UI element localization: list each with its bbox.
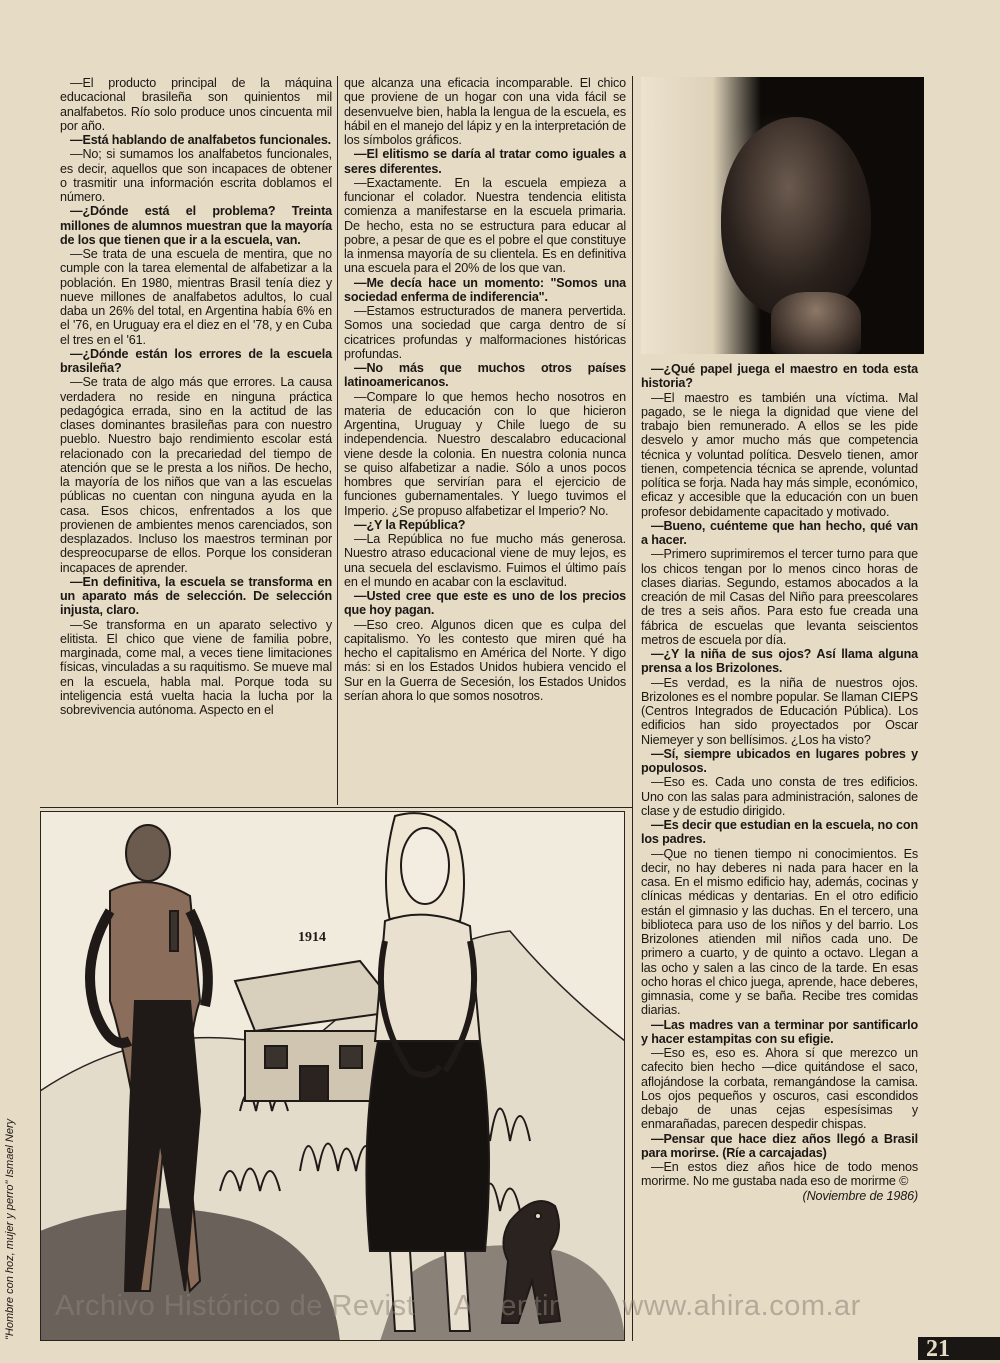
interview-answer: —Se transforma en un aparato selectivo y elitista. El chico que viene de familia pobre, marginada, come mal, a veces tiene limitaciones físicas, vinculadas a su raquitismo. Se mueve mal en la escuela, habla mal. Porque toda su inteligencia está vuelta hacia la lucha por la sobrevivencia autónoma. Aspecto en el — [60, 617, 332, 717]
article-date: (Noviembre de 1986) — [802, 1188, 918, 1203]
interview-question: —Es decir que estudian en la escuela, no con los padres. — [641, 818, 918, 847]
column-divider — [632, 76, 633, 1341]
interview-answer: —La República no fue mucho más generosa. Nuestro atraso educacional viene de muy lejos, es una secuela del esclavismo. Fuimos el último país en el mundo en acabar con la esclavitud. — [344, 532, 626, 589]
interview-question: —Me decía hace un momento: "Somos una sociedad enferma de indiferencia". — [344, 275, 626, 304]
interview-question: —Las madres van a terminar por santificarlo y hacer estampitas con su efigie. — [641, 1017, 918, 1046]
interview-question: —Sí, siempre ubicados en lugares pobres y populosos. — [641, 746, 918, 775]
interview-question: —¿Dónde está el problema? Treinta millones de alumnos muestran que la mayoría de los que tienen que ir a la escuela, van. — [60, 204, 332, 247]
column-divider — [337, 76, 338, 805]
interview-answer: —En estos diez años hice de todo menos morirme. No me gustaba nada eso de morirme © — [641, 1160, 918, 1189]
house-year-label: 1914 — [298, 930, 326, 945]
interview-answer: —Exactamente. En la escuela empieza a funcionar el colador. Nuestra tendencia elitista comienza a manifestarse en la escuela primaria. De hecho, esta no se estructura para educar al pobre, a pesar de que es el pobre el que constituye la inmensa mayoría de su clientela. Es en definitiva una escuela para el 20% de los que van. — [344, 175, 626, 276]
interview-question: —¿Y la República? — [354, 517, 466, 532]
interview-answer: —Estamos estructurados de manera pervertida. Somos una sociedad que carga dentro de sí cicatrices profundas y malformaciones históricas profundas. — [344, 304, 626, 361]
portrait-photo — [641, 77, 924, 354]
text-column-1 — [60, 76, 332, 717]
painting-illustration — [40, 811, 625, 1341]
interview-answer: —Se trata de algo más que errores. La causa verdadera no reside en ninguna práctica pedagógica errada, sino en la actitud de las clases dominantes brasileñas para con nuestro pueblo. Nuestro bajo rendimiento escolar está relacionado con la precariedad del tiempo de atención que se le presta a los niños. De hecho, la mayoría de los niños que van a las escuelas públicas no cuentan con ninguna ayuda en la casa. Esos chicos, enfrentados a los que provienen de ambientes menos carenciados, son desplazados. Incluso los maestros terminan por despreocuparse de ellos. Porque los consideran incapaces de aprender. — [60, 375, 332, 575]
interview-answer: —Compare lo que hemos hecho nosotros en materia de educación con lo que hicieron Argentina, Uruguay y Chile luego de su independencia. Nuestro descalabro educacional viene desde la colonia. En nuestra colonia nunca se quiso alfabetizar a nadie. Sólo a unos pocos hombres que servirían para el ejercicio de funciones gubernamentales. Y luego tuvimos el Imperio. ¿Se propuso alfabetizar el Imperio? No. — [344, 389, 626, 518]
text-column-2 — [344, 76, 626, 703]
interview-answer: —El producto principal de la máquina educacional brasileña son quinientos mil analfabetos. Río solo produce unos cincuenta mil por año. — [60, 76, 332, 133]
interview-question: —¿Qué papel juega el maestro en toda esta historia? — [641, 362, 918, 391]
interview-question: —¿Y la niña de sus ojos? Así llama alguna prensa a los Brizolones. — [641, 647, 918, 676]
illustration-top-rule — [40, 807, 632, 808]
interview-question: —¿Dónde están los errores de la escuela brasileña? — [60, 346, 332, 375]
archive-watermark: Archivo Histórico de Revistas Argentinas | www.ahira.com.ar — [55, 1290, 861, 1322]
interview-answer: —El maestro es también una víctima. Mal pagado, se le niega la dignidad que viene del trabajo bien remunerado. A ellos se les pide desvelo y amor mucho más que competencia técnica y voluntad política. Desvelo tienen, amor tienen, competencia técnica se aprende, voluntad política se forja. Nada hay más simple, económico, eficaz y accesible que la educación con un buen profesor debidamente capacitado y motivado. — [641, 390, 918, 519]
interview-answer: —Que no tienen tiempo ni conocimientos. Es decir, no hay deberes ni nada para hacer en la casa. En el mismo edificio hay, además, cocinas y clínicas médicas y dentarias. En el otro edificio están el gimnasio y las duchas. En el tercero, una biblioteca para uso de los niños y del barrio. Los Brizolones atienden mil niños cada uno. De primero a cuarto, y de quinto a octavo. Llegan a las ocho y salen a las cinco de la tarde. En esas ocho horas el chico juega, aprende, hace deberes, gimnasia, come y se baña. Recibe tres comidas diarias. — [641, 846, 918, 1018]
illustration-credit: "Hombre con hoz, mujer y perro" Ismael Nery — [4, 1118, 16, 1340]
interview-answer: que alcanza una eficacia incomparable. El chico que proviene de un hogar con una vida fácil se desenvuelve bien, habla la lengua de la escuela, es hábil en el manejo del lápiz y en la interpretación de los símbolos gráficos. — [344, 76, 626, 147]
interview-question: —Bueno, cuénteme que han hecho, qué van a hacer. — [641, 518, 918, 547]
interview-question: —El elitismo se daría al tratar como iguales a seres diferentes. — [344, 147, 626, 176]
interview-question: —Está hablando de analfabetos funcionales. — [70, 133, 332, 147]
interview-question: —Pensar que hace diez años llegó a Brasil para morirse. (Ríe a carcajadas) — [641, 1131, 918, 1160]
interview-question: —No más que muchos otros países latinoamericanos. — [344, 361, 626, 390]
page-number-box — [918, 1337, 1000, 1360]
text-column-3 — [641, 362, 918, 1203]
interview-question: —En definitiva, la escuela se transforma en un aparato más de selección. De selección injusta, claro. — [60, 574, 332, 618]
interview-answer: —No; si sumamos los analfabetos funcionales, es decir, aquellos que son incapaces de obtener o trasmitir una información escrita doblamos el número. — [60, 147, 332, 204]
interview-question: —Usted cree que este es uno de los precios que hoy pagan. — [344, 589, 626, 618]
page-number: 21 — [926, 1336, 950, 1362]
interview-answer: —Eso es. Cada uno consta de tres edificios. Uno con las salas para administración, salones de clase y de estudio dirigido. — [641, 775, 918, 818]
interview-answer: —Eso creo. Algunos dicen que es culpa del capitalismo. Yo les contesto que miren qué ha hecho el capitalismo en América del Norte. Y digo más: si en los Estados Unidos hubiera vencido el Sur en la Guerra de Secesión, los Estados Unidos serían ahora lo que somos nosotros. — [344, 617, 626, 703]
interview-answer: —Se trata de una escuela de mentira, que no cumple con la tarea elemental de alfabetizar a la población. En 1980, mientras Brasil tenía diez y nueve millones de analfabetos adultos, lo cual daba un 26% del total, en Argentina había 6% en el '76, en Uruguay era el diez en el '78, y en Cuba el tres en el '61. — [60, 247, 332, 347]
interview-answer: —Eso es, eso es. Ahora sí que merezco un cafecito bien hecho —dice quitándose el saco, aflojándose la corbata, remangándose la camisa. Los ojos pequeños y oscuros, casi escondidos debajo de unas cejas espesísimas y enmarañadas, parecen despedir chispas. — [641, 1046, 918, 1132]
interview-answer: —Primero suprimiremos el tercer turno para que los chicos tengan por lo menos cinco horas de clases diarias. Segundo, estamos abocados a la creación de mil Casas del Niño para preescolares de tres a seis años. Para esto fue creada una fábrica de escuelas que levanta seiscientos metros de escuela por día. — [641, 547, 918, 647]
interview-answer: —Es verdad, es la niña de nuestros ojos. Brizolones es el nombre popular. Se llaman CIEPS (Centros Integrados de Educación Pública). Los edificios han sido proyectados por Oscar Niemeyer y son bellísimos. ¿Los ha visto? — [641, 675, 919, 747]
